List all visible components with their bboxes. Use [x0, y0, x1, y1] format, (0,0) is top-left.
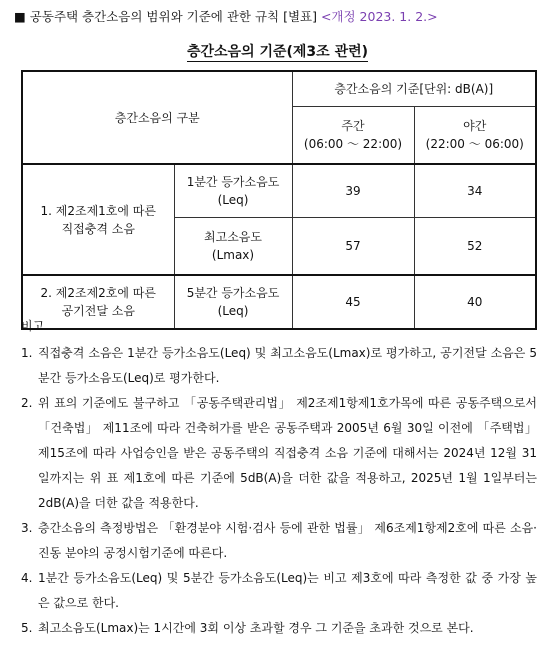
notes-list — [21, 341, 537, 641]
night-header-time: (22:00 ～ 06:00) — [425, 137, 524, 151]
note-item: 3. 층간소음의 측정방법은 「환경분야 시험·검사 등에 관한 법률」 제6조제1항제2호에 따른 소음·진동 분야의 공정시험기준에 따른다. — [21, 521, 537, 560]
day-header-label: 주간 — [341, 119, 365, 133]
night-value: 40 — [414, 275, 536, 329]
note-item: 5. 최고소음도(Lmax)는 1시간에 3회 이상 초과할 경우 그 기준을 초과한 것으로 본다. — [21, 621, 474, 635]
category-line: 공기전달 소음 — [61, 304, 135, 318]
notes-section — [21, 314, 537, 641]
revision-link[interactable]: <개정 2023. 1. 2.> — [320, 9, 438, 24]
night-header — [414, 107, 536, 165]
noise-standard-table — [21, 70, 537, 330]
day-value: 45 — [292, 275, 414, 329]
day-value: 39 — [292, 164, 414, 218]
table-title: 층간소음의 기준(제3조 관련) — [186, 44, 369, 60]
day-header-time: (06:00 ～ 22:00) — [303, 137, 403, 151]
note-item: 2. 위 표의 기준에도 불구하고 「공동주택관리법」 제2조제1항제1호가목에 따른 공동주택으로서 「건축법」 제11조에 따라 건축허가를 받은 공동주택과 2005년 6월 30일 이전에 「주택법」 제15조에 따라 사업승인을 받은 공동주택의 직접충격 소음 기준에 대해서는 2024년 12월 31일까지는 위 표 제1호에 따른 기준에 5dB(A)을 더한 값을 적용하고, 2025년 1월 1일부터는 2dB(A)을 더한 값을 적용한다. — [21, 396, 537, 510]
night-value: 34 — [414, 164, 536, 218]
day-header — [292, 107, 414, 165]
category-direct-impact — [22, 164, 174, 275]
measure-label: 1분간 등가소음도 (Leq) — [174, 164, 292, 218]
standard-header: 층간소음의 기준[단위: dB(A)] — [292, 71, 536, 107]
day-value: 57 — [292, 218, 414, 276]
note-item: 4. 1분간 등가소음도(Leq) 및 5분간 등가소음도(Leq)는 비고 제3호에 따라 측정한 값 중 가장 높은 값으로 한다. — [21, 571, 537, 610]
note-item: 1. 직접충격 소음은 1분간 등가소음도(Leq) 및 최고소음도(Lmax)로 평가하고, 공기전달 소음은 5분간 등가소음도(Leq)로 평가한다. — [21, 346, 537, 385]
document-header — [14, 8, 544, 26]
category-line: 직접충격 소음 — [61, 221, 135, 236]
notes-heading: 비고 — [21, 319, 45, 333]
header-title: 공동주택 층간소음의 범위와 기준에 관한 규칙 [별표] — [29, 9, 317, 24]
category-line: 1. 제2조제1호에 따른 — [40, 203, 156, 218]
night-value: 52 — [414, 218, 536, 276]
measure-label: 최고소음도 (Lmax) — [174, 218, 292, 276]
header-bullet: ■ — [14, 9, 26, 24]
category-header: 층간소음의 구분 — [22, 71, 292, 164]
measure-label: 5분간 등가소음도 (Leq) — [174, 275, 292, 329]
night-header-label: 야간 — [463, 119, 487, 133]
category-line: 2. 제2조제2호에 따른 — [40, 286, 156, 300]
